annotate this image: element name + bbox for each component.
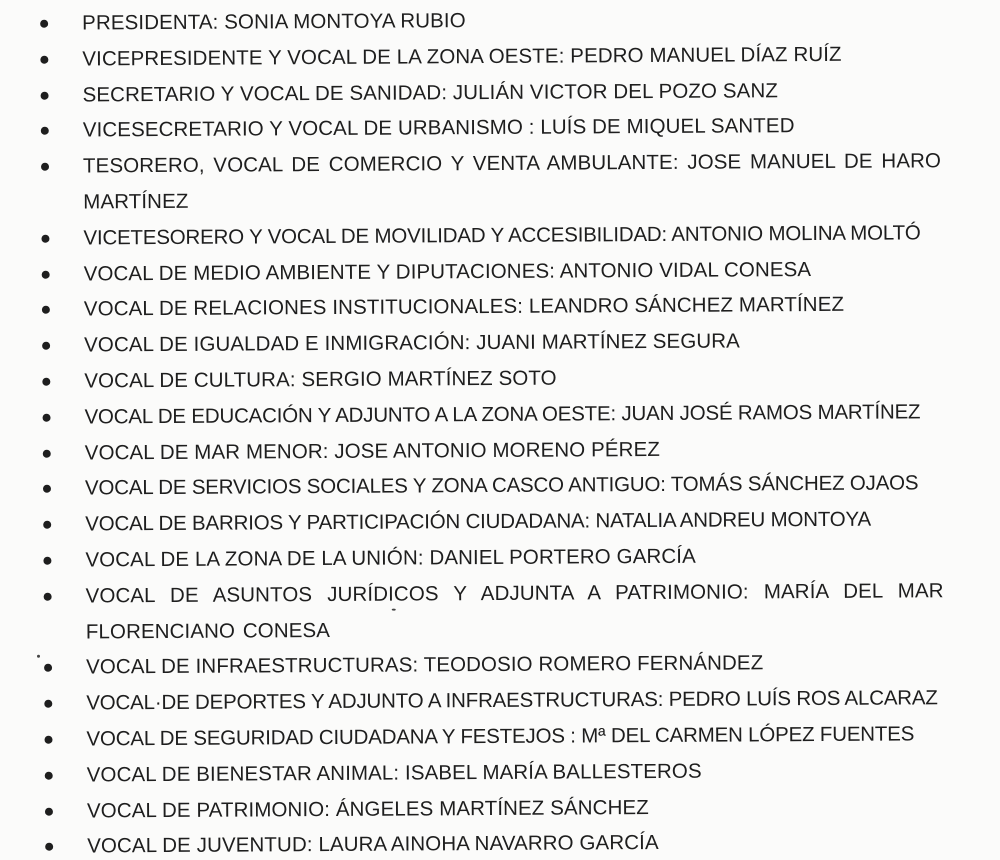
bullet-icon: [44, 664, 52, 672]
bullet-icon: [41, 91, 49, 99]
member-entry: VOCAL DE JUVENTUD: LAURA AINOHA NAVARRO GARCÍA: [87, 831, 659, 858]
bullet-icon: [41, 127, 49, 135]
bullet-icon: [42, 378, 50, 386]
list-item: [45, 824, 945, 860]
list-item: [44, 645, 944, 686]
list-item: [42, 322, 942, 363]
list-item: [41, 215, 941, 256]
member-entry: VOCAL DE INFRAESTRUCTURAS: TEODOSIO ROMERO FERNÁNDEZ: [86, 651, 764, 679]
member-entry: VOCAL DE EDUCACIÓN Y ADJUNTO A LA ZONA OESTE: JUAN JOSÉ RAMOS MARTÍNEZ: [84, 400, 921, 429]
bullet-icon: [44, 592, 52, 600]
bullet-icon: [44, 736, 52, 744]
member-entry: VOCAL DE MEDIO AMBIENTE Y DIPUTACIONES: ANTONIO VIDAL CONESA: [83, 257, 812, 286]
bullet-icon: [43, 413, 51, 421]
list-item: [43, 466, 943, 507]
bullet-icon: [40, 20, 48, 28]
list-item: [42, 358, 942, 399]
member-entry: TESORERO, VOCAL DE COMERCIO Y VENTA AMBULANTE: JOSE MANUEL DE HARO MARTÍNEZ: [82, 149, 942, 214]
member-entry: VOCAL DE ASUNTOS JURÍDICOS Y ADJUNTA A PATRIMONIO: MARÍA DEL MAR FLORENCIANO CONESA: [85, 578, 944, 644]
list-item: [40, 72, 940, 113]
bullet-icon: [40, 56, 48, 64]
bullet-icon: [42, 306, 50, 314]
bullet-icon: [45, 807, 53, 815]
list-item: [43, 430, 943, 471]
member-entry: VOCAL DE IGUALDAD E INMIGRACIÓN: JUANI MARTÍNEZ SEGURA: [84, 329, 740, 357]
list-item: [41, 108, 941, 149]
member-entry: VOCAL·DE DEPORTES Y ADJUNTO A INFRAESTRUCTURAS: PEDRO LUÍS ROS ALCARAZ: [86, 686, 938, 715]
list-item: [43, 501, 943, 542]
bullet-icon: [45, 771, 53, 779]
member-entry: VOCAL DE BARRIOS Y PARTICIPACIÓN CIUDADANA: NATALIA ANDREU MONTOYA: [85, 507, 871, 536]
member-entry: PRESIDENTA: SONIA MONTOYA RUBIO: [82, 9, 466, 35]
bullet-icon: [43, 485, 51, 493]
member-entry: VOCAL DE LA ZONA DE LA UNIÓN: DANIEL PORTERO GARCÍA: [85, 544, 696, 572]
bullet-icon: [42, 270, 50, 278]
list-item: [45, 752, 945, 793]
list-item: [40, 36, 940, 77]
list-item: [42, 394, 942, 435]
list-item: [44, 573, 944, 650]
list-item: [40, 0, 940, 41]
member-entry: VOCAL DE RELACIONES INSTITUCIONALES: LEANDRO SÁNCHEZ MARTÍNEZ: [83, 293, 845, 321]
member-entry: VICETESORERO Y VOCAL DE MOVILIDAD Y ACCESIBILIDAD: ANTONIO MOLINA MOLTÓ: [83, 221, 921, 250]
list-item: [45, 788, 945, 829]
member-entry: SECRETARIO Y VOCAL DE SANIDAD: JULIÁN VICTOR DEL POZO SANZ: [82, 78, 779, 107]
member-entry: VOCAL DE MAR MENOR: JOSE ANTONIO MORENO PÉREZ: [84, 437, 660, 465]
member-entry: VOCAL DE SERVICIOS SOCIALES Y ZONA CASCO ANTIGUO: TOMÁS SÁNCHEZ OJAOS: [84, 471, 919, 500]
list-item: [43, 537, 943, 578]
list-item: [41, 143, 941, 220]
list-item: [42, 251, 942, 292]
member-entry: VOCAL DE CULTURA: SERGIO MARTÍNEZ SOTO: [84, 366, 557, 393]
board-member-list: [40, 0, 945, 860]
member-entry: VOCAL DE SEGURIDAD CIUDADANA Y FESTEJOS : Mª DEL CARMEN LÓPEZ FUENTES: [86, 722, 915, 751]
scan-speck: [392, 609, 396, 611]
member-entry: VOCAL DE BIENESTAR ANIMAL: ISABEL MARÍA BALLESTEROS: [86, 759, 702, 787]
member-entry: VICESECRETARIO Y VOCAL DE URBANISMO : LUÍS DE MIQUEL SANTED: [82, 114, 795, 142]
list-item: [44, 680, 944, 721]
bullet-icon: [43, 521, 51, 529]
list-item: [44, 716, 944, 757]
bullet-icon: [44, 700, 52, 708]
scan-speck: [37, 655, 40, 658]
bullet-icon: [42, 342, 50, 350]
bullet-icon: [45, 843, 53, 851]
bullet-icon: [43, 557, 51, 565]
member-entry: VICEPRESIDENTE Y VOCAL DE LA ZONA OESTE: PEDRO MANUEL DÍAZ RUÍZ: [82, 42, 842, 71]
bullet-icon: [41, 163, 49, 171]
bullet-icon: [43, 449, 51, 457]
bullet-icon: [41, 234, 49, 242]
member-entry: VOCAL DE PATRIMONIO: ÁNGELES MARTÍNEZ SÁNCHEZ: [86, 795, 649, 823]
list-item: [42, 287, 942, 328]
